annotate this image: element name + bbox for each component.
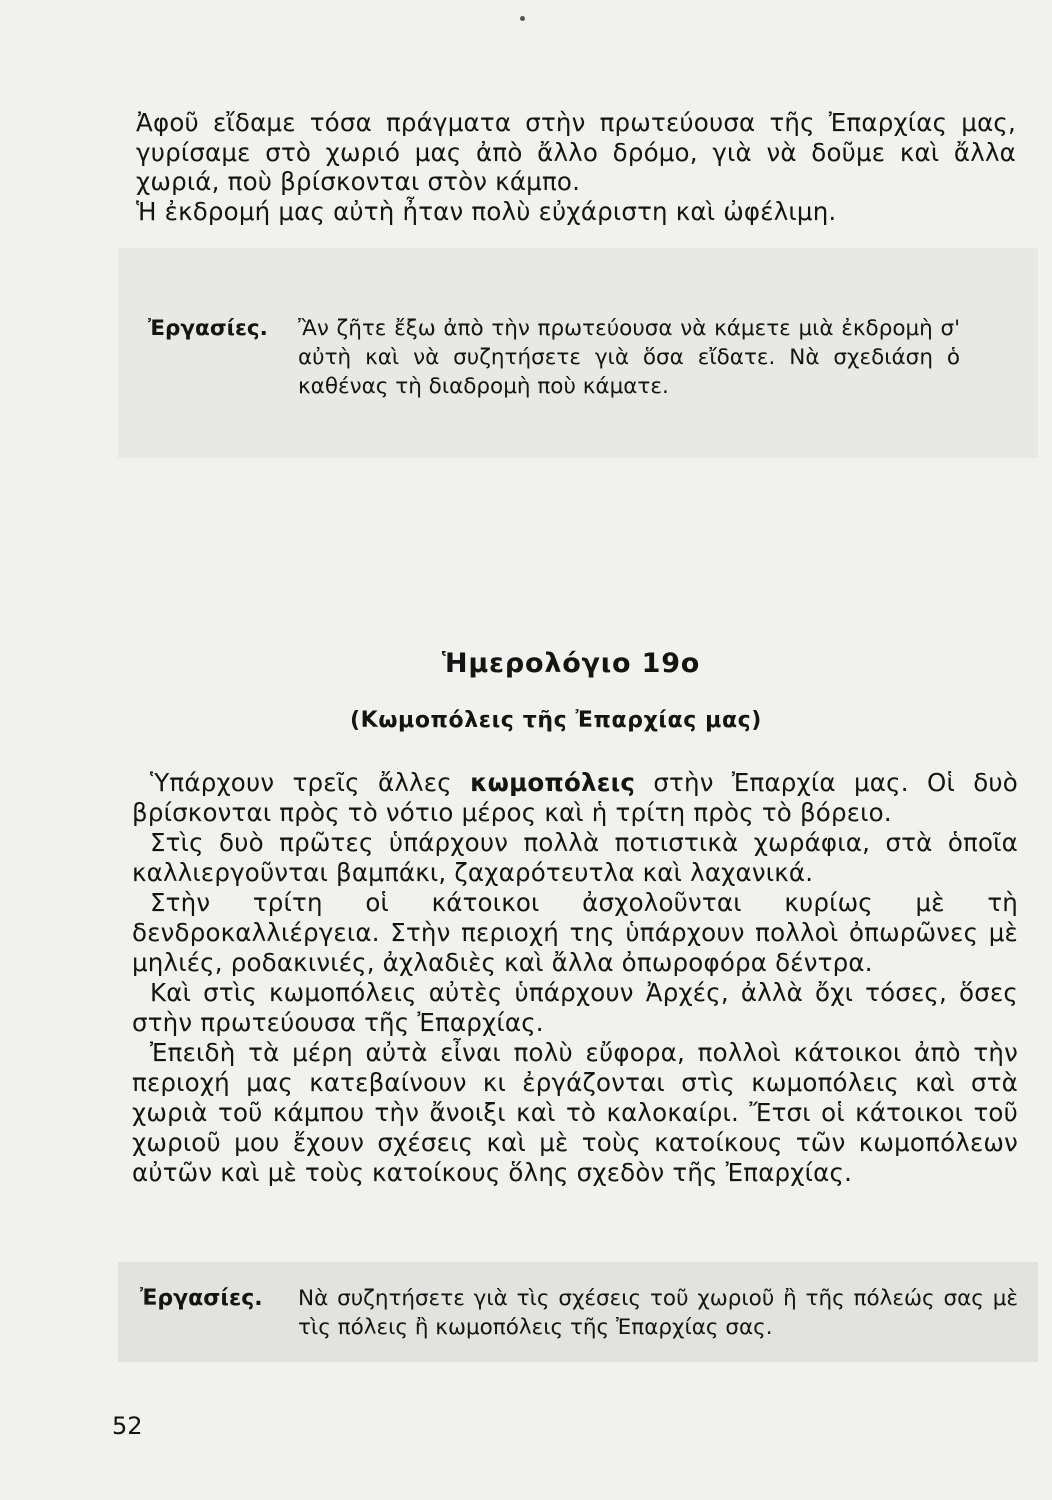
scan-speck [520,16,525,21]
body-paragraph [132,768,1018,828]
body-text-segment: στὴν Ἐπαρχία μας. Οἱ δυὸ βρίσκονται πρὸς τὸ νότιο μέρος καὶ ἡ τρίτη πρὸς τὸ βόρειο. [132,768,1018,827]
exercise-text: Νὰ συζητήσετε γιὰ τὶς σχέσεις τοῦ χωριοῦ ἢ τῆς πόλεώς σας μὲ τὶς πόλεις ἢ κωμοπόλεις τῆς Ἐπαρχίας σας. [298,1286,1018,1340]
body-text-segment: Ὑπάρχουν τρεῖς ἄλλες [150,768,471,797]
exercise-text: Ἂν ζῆτε ἔξω ἀπὸ τὴν πρωτεύουσα νὰ κάμετε μιὰ ἐκδρομὴ σ' αὐτὴ καὶ νὰ συζητήσετε γιὰ ὅσα εἴδατε. Νὰ σχεδιάση ὁ καθένας τὴ διαδρομὴ ποὺ κάματε. [298,316,960,399]
intro-closing-sentence: Ἡ ἐκδρομή μας αὐτὴ ἦταν πολὺ εὐχάριστη καὶ ὠφέλιμη. [136,196,837,226]
body-paragraph: Καὶ στὶς κωμοπόλεις αὐτὲς ὑπάρχουν Ἀρχές, ἀλλὰ ὄχι τόσες, ὅσες στὴν πρωτεύουσα τῆς Ἐπαρχίας. [132,978,1018,1037]
exercise-block-1 [148,314,1008,404]
body-paragraph: Ἐπειδὴ τὰ μέρη αὐτὰ εἶναι πολὺ εὔφορα, πολλοὶ κάτοικοι ἀπὸ τὴν περιοχή μας κατεβαίνουν κι ἐργάζονται στὶς κωμοπόλεις καὶ στὰ χωριὰ τοῦ κάμπου τὴν ἄνοιξι καὶ τὸ καλοκαίρι. Ἔτσι οἱ κάτοικοι τοῦ χωριοῦ μου ἔχουν σχέσεις καὶ μὲ τοὺς κατοίκους τῶν κωμοπόλεων αὐτῶν καὶ μὲ τοὺς κατοίκους ὅλης σχεδὸν τῆς Ἐπαρχίας. [132,1038,1018,1187]
body-paragraph: Στὴν τρίτη οἱ κάτοικοι ἀσχολοῦνται κυρίως μὲ τὴ δενδροκαλλιέργεια. Στὴν περιοχή της ὑπάρχουν πολλοὶ ὀπωρῶνες μὲ μηλιές, ροδακινιές, ἀχλαδιὲς καὶ ἄλλα ὀπωροφόρα δέντρα. [132,888,1018,977]
diary-title: Ἡμερολόγιο 19ο [441,648,701,679]
page-number: 52 [112,1412,143,1440]
body-paragraph: Στὶς δυὸ πρῶτες ὑπάρχουν πολλὰ ποτιστικὰ χωράφια, στὰ ὁποῖα καλλιεργοῦνται βαμπάκι, ζαχαρότευτλα καὶ λαχανικά. [132,828,1018,887]
exercise-label: Ἐργασίες. [140,1286,263,1311]
diary-body [132,768,1018,1188]
intro-paragraph [136,108,1016,226]
intro-text: Ἀφοῦ εἴδαμε τόσα πράγματα στὴν πρωτεύουσα τῆς Ἐπαρχίας μας, γυρίσαμε στὸ χωριό μας ἀπὸ ἄλλο δρόμο, γιὰ νὰ δοῦμε καὶ ἄλλα χωριά, ποὺ βρίσκονται στὸν κάμπο. [136,108,1016,196]
diary-subtitle: (Κωμοπόλεις τῆς Ἐπαρχίας μας) [350,708,762,733]
exercise-block-2 [140,1284,1020,1354]
exercise-label: Ἐργασίες. [148,316,268,341]
keyword-komopoleis: κωμοπόλεις [470,768,636,797]
